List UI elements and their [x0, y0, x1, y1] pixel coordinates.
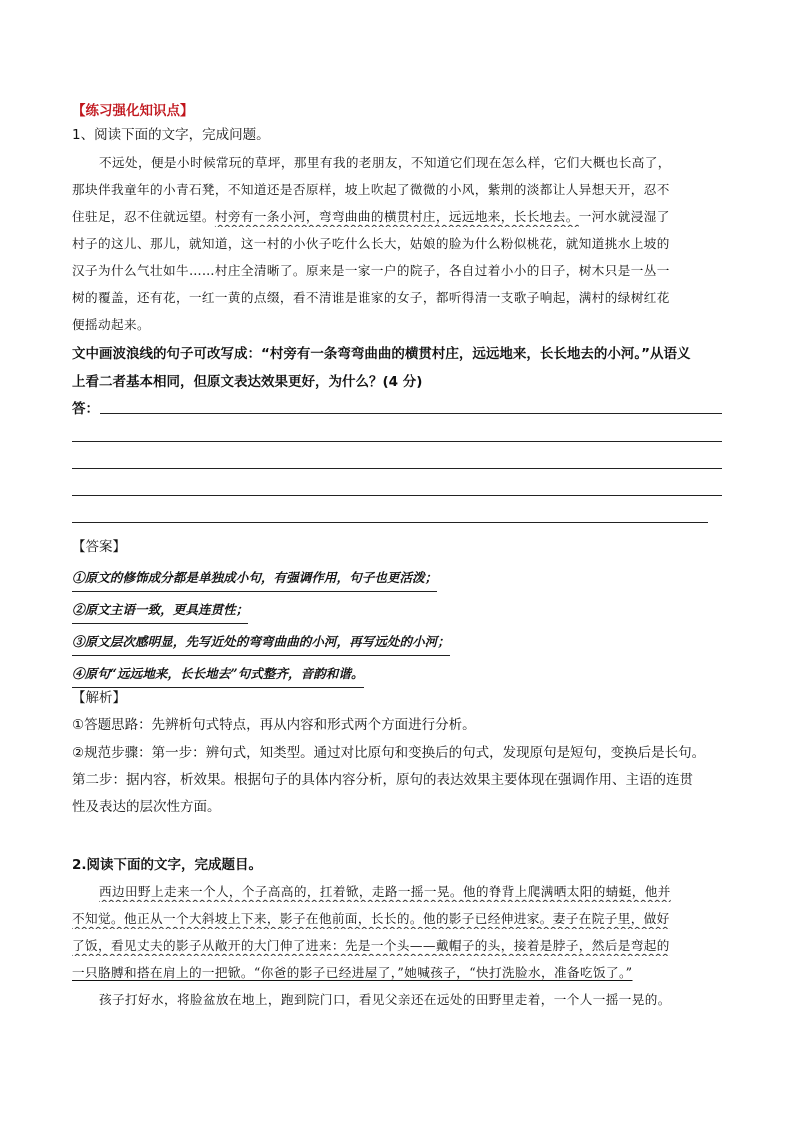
answer-item: ④原句“远远地来，长长地去”句式整齐，音韵和谐。 [72, 664, 364, 688]
passage-segment: 一河水就浸湿了 [578, 209, 670, 224]
passage-segment: 住驻足，忍不住就远望。 [72, 209, 215, 224]
answer-blank-line[interactable] [72, 522, 708, 523]
analysis-line: ②规范步骤：第一步：辨句式，知类型。通过对比原句和变换后的句式，发现原句是短句，变换后是长句。 [72, 745, 706, 761]
answer-item: ①原文的修饰成分都是单独成小句，有强调作用，句子也更活泼； [72, 568, 437, 592]
analysis-line: ①答题思路：先辨析句式特点，再从内容和形式两个方面进行分析。 [72, 717, 476, 733]
passage-line: 那块伴我童年的小青石凳，不知道还是否原样，坡上吹起了微微的小风，紫荆的淡都让人异想天开，忍不 [72, 182, 670, 197]
passage-line: 树的覆盖，还有花，一红一黄的点缀，看不清谁是谁家的女子，都听得清一支歌子响起，满村的绿树红花 [72, 290, 670, 305]
passage-line: 便摇动起来。 [72, 317, 150, 332]
answer-prefix: 答： [72, 401, 99, 417]
section-heading: 【练习强化知识点】 [72, 103, 194, 119]
question-text: 文中画波浪线的句子可改写成：“村旁有一条弯弯曲曲的横贯村庄，远远地来，长长地去的小河。”从语义 [72, 346, 691, 362]
passage-line: 汉子为什么气壮如牛……村庄全清晰了。原来是一家一户的院子，各自过着小小的日子，树木只是一丛一 [72, 263, 670, 278]
answer-blank-line[interactable] [72, 441, 722, 442]
passage-line: 不远处，便是小时候常玩的草坪，那里有我的老朋友，不知道它们现在怎么样，它们大概也长高了， [99, 155, 671, 170]
answer-blank-line[interactable] [72, 495, 722, 496]
analysis-line: 性及表达的层次性方面。 [72, 799, 221, 815]
passage-line: 不知觉。他正从一个大斜坡上下来，影子在他前面，长长的。他的影子已经伸进家。妻子在院子里，做好 [72, 911, 670, 926]
passage-line: 村子的这儿、那儿，就知道，这一村的小伙子吃什么长大，姑娘的脸为什么粉似桃花，就知道挑水上坡的 [72, 236, 670, 251]
answer-item: ③原文层次感明显，先写近处的弯弯曲曲的小河，再写远处的小河； [72, 632, 450, 656]
analysis-line: 第二步：据内容，析效果。根据句子的具体内容分析，原句的表达效果主要体现在强调作用、主语的连贯 [72, 772, 693, 788]
answer-item: ②原文主语一致，更具连贯性； [72, 600, 248, 624]
answer-blank-line[interactable] [100, 413, 722, 414]
passage-line: 西边田野上走来一个人，个子高高的，扛着锨，走路一摇一晃。他的脊背上爬满晒太阳的蜻蜓，他并 [99, 884, 671, 899]
question-1-title: 1、阅读下面的文字，完成问题。 [72, 127, 270, 143]
answer-label: 【答案】 [72, 539, 126, 555]
passage-line: 了饭，看见丈夫的影子从敞开的大门伸了进来：先是一个头——戴帽子的头，接着是脖子，然后是弯起的 [72, 938, 670, 953]
analysis-label: 【解析】 [72, 690, 126, 706]
answer-blank-line[interactable] [72, 468, 722, 469]
passage-line: 孩子打好水，将脸盆放在地上，跑到院门口，看见父亲还在远处的田野里走着，一个人一摇一晃的。 [99, 992, 671, 1007]
wavy-underlined-sentence: 村旁有一条小河，弯弯曲曲的横贯村庄，远远地来，长长地去。 [214, 209, 579, 224]
question-2-title: 2.阅读下面的文字，完成题目。 [72, 857, 263, 873]
passage-line: 一只胳膊和搭在肩上的一把锨。“你爸的影子已经进屋了，”她喊孩子，“快打洗脸水，准备吃饭了。” [72, 965, 633, 980]
passage-line [72, 207, 724, 227]
question-text: 上看二者基本相同，但原文表达效果更好，为什么？(4 分) [72, 374, 423, 390]
